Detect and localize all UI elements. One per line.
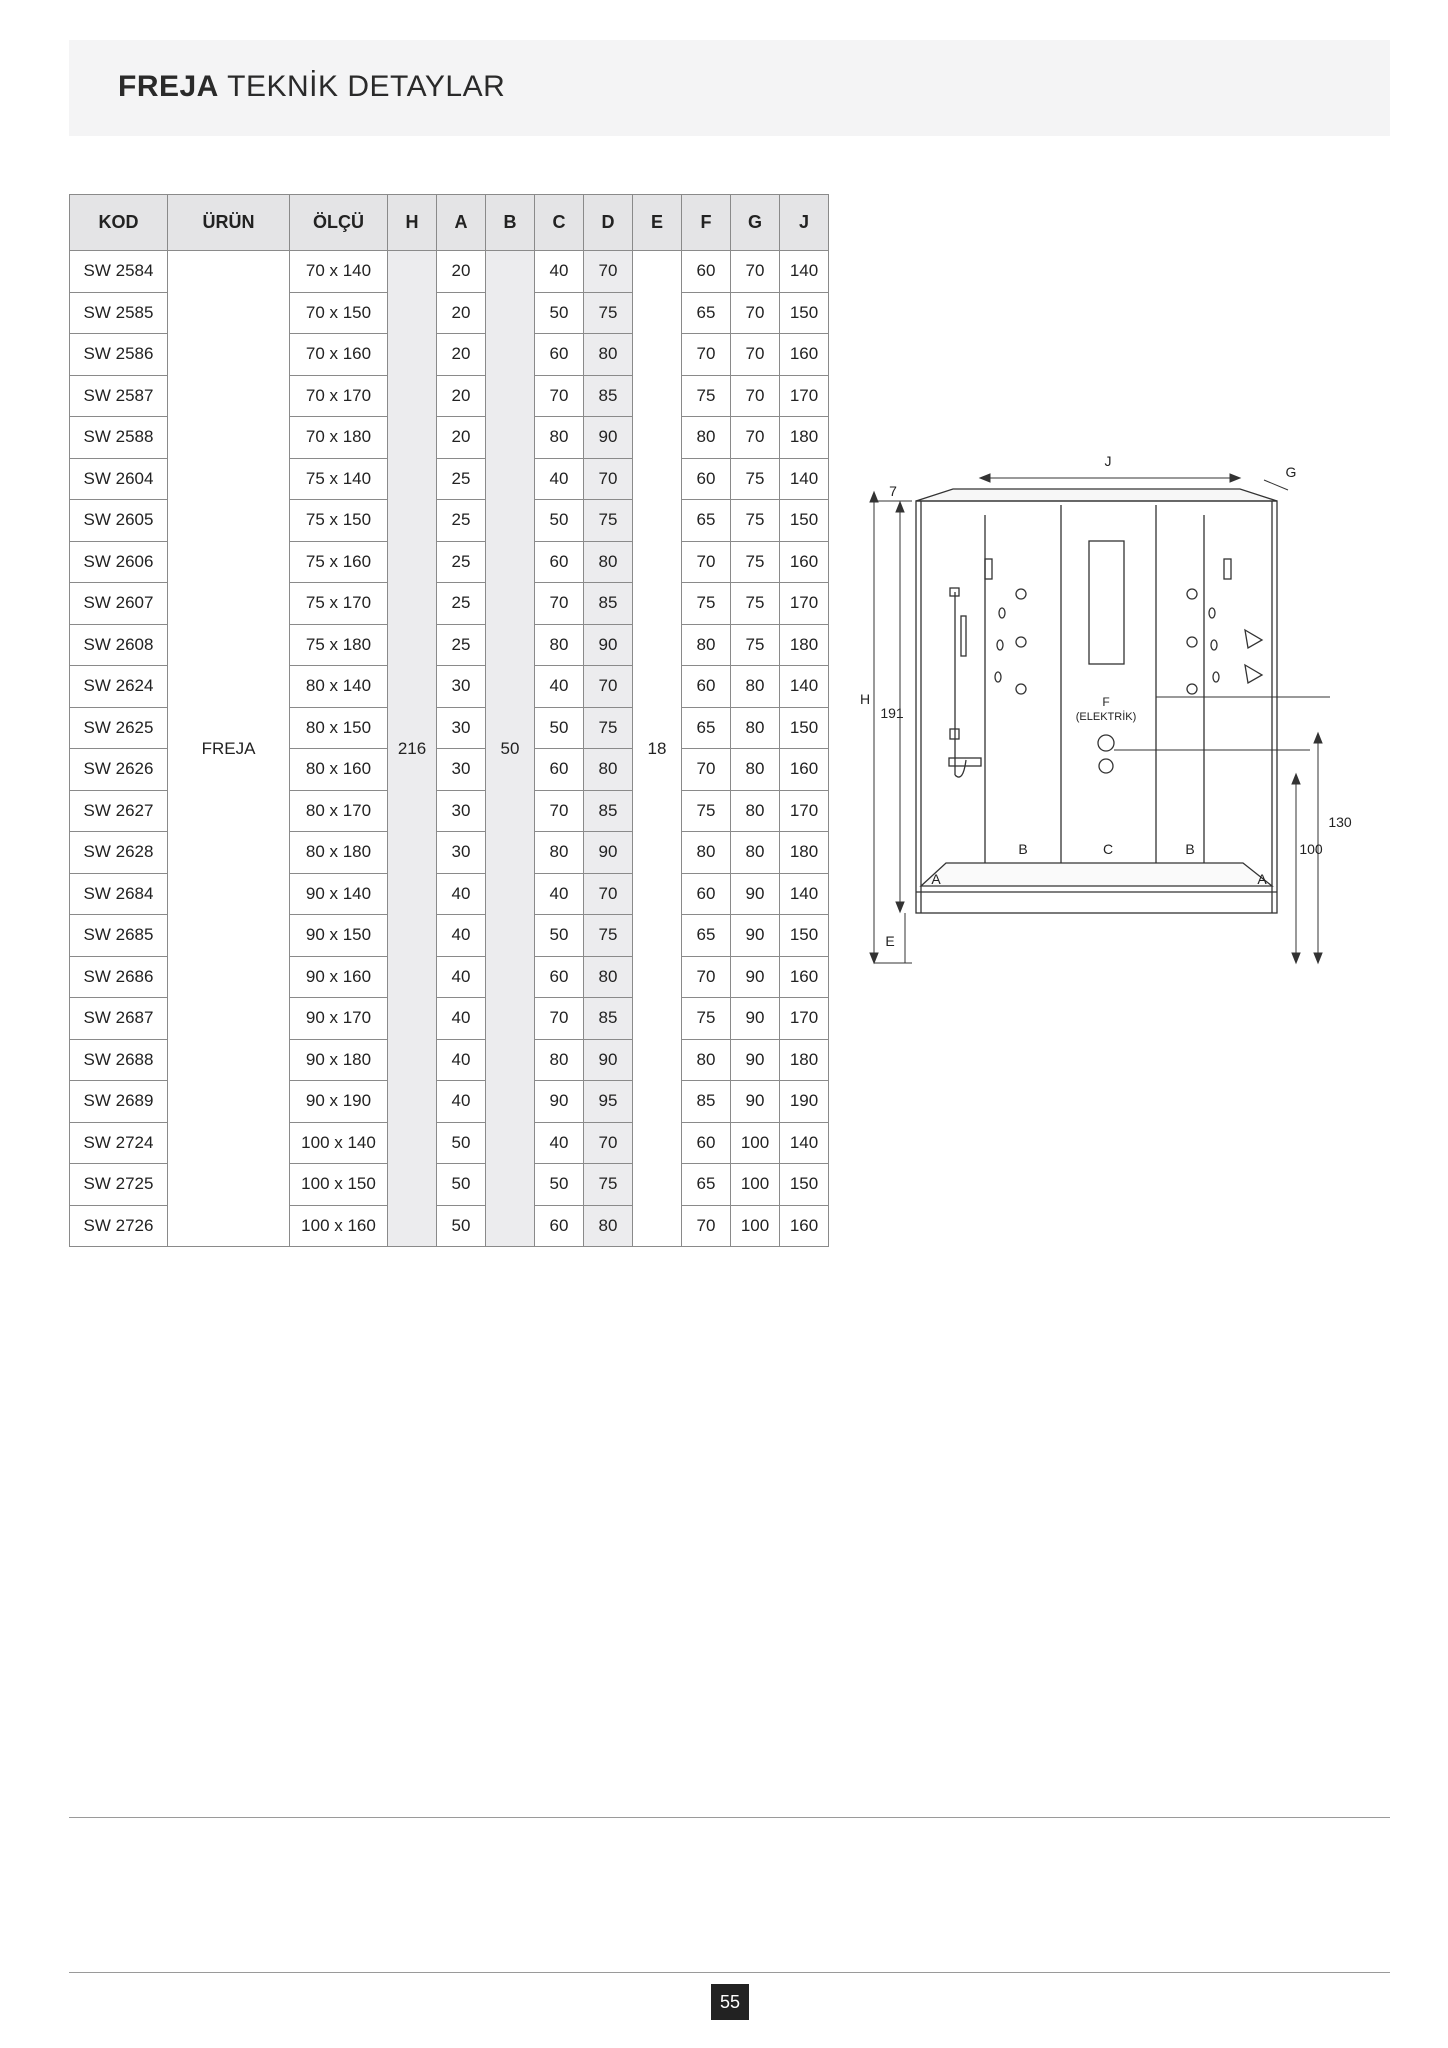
- col-c: C: [535, 195, 584, 251]
- cell-olcu: 70 x 170: [290, 375, 388, 417]
- cell-c: 60: [535, 1205, 584, 1247]
- cell-g: 90: [731, 956, 780, 998]
- label-g: G: [1285, 464, 1297, 480]
- cell-d: 85: [584, 998, 633, 1040]
- cell-g: 70: [731, 375, 780, 417]
- cell-f: 60: [682, 251, 731, 293]
- cell-c: 70: [535, 998, 584, 1040]
- cell-olcu: 90 x 160: [290, 956, 388, 998]
- cell-c: 80: [535, 417, 584, 459]
- cell-g: 80: [731, 749, 780, 791]
- cell-d: 90: [584, 832, 633, 874]
- label-a-right: A: [1257, 871, 1267, 887]
- cell-d: 75: [584, 1164, 633, 1206]
- cell-kod: SW 2607: [70, 583, 168, 625]
- cell-a: 25: [437, 541, 486, 583]
- col-f: F: [682, 195, 731, 251]
- label-b-right: B: [1185, 841, 1195, 857]
- cell-g: 80: [731, 707, 780, 749]
- cell-a: 50: [437, 1164, 486, 1206]
- cell-j: 170: [780, 790, 829, 832]
- cell-f: 60: [682, 458, 731, 500]
- cell-j: 140: [780, 458, 829, 500]
- cell-j: 150: [780, 915, 829, 957]
- cell-kod: SW 2689: [70, 1081, 168, 1123]
- cell-olcu: 70 x 150: [290, 292, 388, 334]
- cell-j: 160: [780, 334, 829, 376]
- col-h: H: [388, 195, 437, 251]
- cell-kod: SW 2625: [70, 707, 168, 749]
- cell-a: 25: [437, 583, 486, 625]
- cell-j: 170: [780, 583, 829, 625]
- cell-olcu: 90 x 190: [290, 1081, 388, 1123]
- cell-a: 30: [437, 749, 486, 791]
- cell-d: 80: [584, 541, 633, 583]
- table-row: [70, 251, 829, 293]
- cell-g: 75: [731, 500, 780, 542]
- cell-c: 40: [535, 251, 584, 293]
- cell-d: 80: [584, 749, 633, 791]
- col-j: J: [780, 195, 829, 251]
- cell-f: 80: [682, 1039, 731, 1081]
- cell-olcu: 80 x 150: [290, 707, 388, 749]
- col-urun: ÜRÜN: [168, 195, 290, 251]
- cell-kod: SW 2628: [70, 832, 168, 874]
- cell-f: 65: [682, 292, 731, 334]
- col-olcu: ÖLÇÜ: [290, 195, 388, 251]
- cell-c: 70: [535, 583, 584, 625]
- shower-cabin-diagram: [860, 440, 1390, 980]
- col-g: G: [731, 195, 780, 251]
- label-7: 7: [889, 483, 897, 499]
- cell-f: 70: [682, 956, 731, 998]
- col-kod: KOD: [70, 195, 168, 251]
- cell-d: 90: [584, 417, 633, 459]
- cell-g: 90: [731, 1039, 780, 1081]
- cell-c: 40: [535, 458, 584, 500]
- cell-kod: SW 2688: [70, 1039, 168, 1081]
- cell-g: 70: [731, 417, 780, 459]
- cell-f: 70: [682, 1205, 731, 1247]
- cell-f: 70: [682, 541, 731, 583]
- cell-a: 30: [437, 707, 486, 749]
- cell-g: 80: [731, 666, 780, 708]
- cell-j: 160: [780, 1205, 829, 1247]
- cell-f: 70: [682, 749, 731, 791]
- cell-c: 50: [535, 915, 584, 957]
- cell-a: 25: [437, 500, 486, 542]
- cell-c: 90: [535, 1081, 584, 1123]
- cell-f: 75: [682, 790, 731, 832]
- cell-j: 180: [780, 832, 829, 874]
- label-191: 191: [880, 705, 904, 721]
- label-elektrik: (ELEKTRİK): [1075, 711, 1137, 723]
- label-f: F: [1102, 695, 1110, 709]
- cell-g: 90: [731, 915, 780, 957]
- cell-g: 80: [731, 790, 780, 832]
- cell-j: 150: [780, 1164, 829, 1206]
- cell-b: 50: [486, 251, 535, 1247]
- cell-d: 75: [584, 500, 633, 542]
- cell-g: 100: [731, 1205, 780, 1247]
- label-j: J: [1104, 453, 1112, 469]
- label-a-left: A: [931, 871, 941, 887]
- cell-kod: SW 2586: [70, 334, 168, 376]
- cell-d: 70: [584, 666, 633, 708]
- cell-kod: SW 2726: [70, 1205, 168, 1247]
- cell-olcu: 75 x 150: [290, 500, 388, 542]
- cell-j: 180: [780, 417, 829, 459]
- cell-j: 190: [780, 1081, 829, 1123]
- cell-c: 70: [535, 790, 584, 832]
- cell-a: 20: [437, 417, 486, 459]
- cell-olcu: 90 x 180: [290, 1039, 388, 1081]
- cell-f: 65: [682, 1164, 731, 1206]
- cell-olcu: 75 x 140: [290, 458, 388, 500]
- cell-j: 140: [780, 1122, 829, 1164]
- cell-kod: SW 2624: [70, 666, 168, 708]
- cell-g: 75: [731, 541, 780, 583]
- spec-table: [69, 194, 829, 1247]
- cell-g: 70: [731, 251, 780, 293]
- footer-divider-lower: [69, 1972, 1390, 1973]
- cell-olcu: 70 x 180: [290, 417, 388, 459]
- cell-kod: SW 2724: [70, 1122, 168, 1164]
- cell-a: 20: [437, 292, 486, 334]
- cell-olcu: 100 x 140: [290, 1122, 388, 1164]
- cell-d: 70: [584, 1122, 633, 1164]
- cell-d: 70: [584, 873, 633, 915]
- cabin-body: [916, 501, 1277, 913]
- cell-kod: SW 2587: [70, 375, 168, 417]
- cell-a: 25: [437, 458, 486, 500]
- cell-olcu: 90 x 170: [290, 998, 388, 1040]
- cell-f: 80: [682, 832, 731, 874]
- label-h: H: [860, 691, 871, 707]
- cell-c: 40: [535, 666, 584, 708]
- cell-kod: SW 2605: [70, 500, 168, 542]
- shower-tray: [921, 863, 1272, 886]
- cell-a: 40: [437, 1039, 486, 1081]
- cell-kod: SW 2725: [70, 1164, 168, 1206]
- cell-a: 30: [437, 666, 486, 708]
- cell-c: 50: [535, 707, 584, 749]
- col-e: E: [633, 195, 682, 251]
- cell-c: 50: [535, 500, 584, 542]
- cell-olcu: 75 x 180: [290, 624, 388, 666]
- cell-urun: FREJA: [168, 251, 290, 1247]
- cell-f: 75: [682, 998, 731, 1040]
- cell-d: 80: [584, 1205, 633, 1247]
- cell-g: 100: [731, 1122, 780, 1164]
- cell-a: 40: [437, 998, 486, 1040]
- cell-kod: SW 2627: [70, 790, 168, 832]
- cell-j: 160: [780, 749, 829, 791]
- cell-g: 70: [731, 334, 780, 376]
- cell-kod: SW 2588: [70, 417, 168, 459]
- cell-j: 150: [780, 500, 829, 542]
- cell-f: 60: [682, 666, 731, 708]
- cell-olcu: 80 x 180: [290, 832, 388, 874]
- cell-h: 216: [388, 251, 437, 1247]
- cell-j: 140: [780, 251, 829, 293]
- label-b-left: B: [1018, 841, 1028, 857]
- cell-a: 40: [437, 956, 486, 998]
- cell-d: 85: [584, 790, 633, 832]
- cell-c: 40: [535, 1122, 584, 1164]
- cell-f: 65: [682, 915, 731, 957]
- cell-g: 75: [731, 624, 780, 666]
- cell-c: 80: [535, 1039, 584, 1081]
- cell-olcu: 90 x 140: [290, 873, 388, 915]
- cell-olcu: 80 x 160: [290, 749, 388, 791]
- cell-g: 90: [731, 998, 780, 1040]
- cell-e: 18: [633, 251, 682, 1247]
- cell-kod: SW 2606: [70, 541, 168, 583]
- cell-j: 160: [780, 956, 829, 998]
- cell-c: 60: [535, 334, 584, 376]
- cell-a: 20: [437, 334, 486, 376]
- cell-d: 80: [584, 956, 633, 998]
- cell-olcu: 75 x 160: [290, 541, 388, 583]
- cell-c: 80: [535, 624, 584, 666]
- page-number: 55: [711, 1984, 749, 2020]
- cell-d: 90: [584, 1039, 633, 1081]
- page-header: [69, 40, 1390, 136]
- dim-g-line: [1264, 480, 1288, 490]
- footer-divider-upper: [69, 1817, 1390, 1818]
- cell-olcu: 90 x 150: [290, 915, 388, 957]
- cell-olcu: 100 x 160: [290, 1205, 388, 1247]
- page-title: [118, 70, 505, 104]
- label-130: 130: [1328, 814, 1352, 830]
- cell-olcu: 80 x 140: [290, 666, 388, 708]
- control-panel: [1089, 541, 1124, 664]
- col-b: B: [486, 195, 535, 251]
- cell-g: 75: [731, 583, 780, 625]
- cell-f: 70: [682, 334, 731, 376]
- cell-d: 70: [584, 458, 633, 500]
- cell-kod: SW 2584: [70, 251, 168, 293]
- cell-kod: SW 2686: [70, 956, 168, 998]
- cell-f: 60: [682, 1122, 731, 1164]
- cell-j: 140: [780, 666, 829, 708]
- cell-g: 90: [731, 873, 780, 915]
- cell-f: 60: [682, 873, 731, 915]
- cell-c: 60: [535, 956, 584, 998]
- cell-olcu: 70 x 160: [290, 334, 388, 376]
- cell-c: 40: [535, 873, 584, 915]
- cell-kod: SW 2687: [70, 998, 168, 1040]
- cell-f: 75: [682, 583, 731, 625]
- cell-d: 75: [584, 915, 633, 957]
- cell-a: 20: [437, 375, 486, 417]
- cell-c: 50: [535, 292, 584, 334]
- cell-a: 20: [437, 251, 486, 293]
- cell-j: 150: [780, 707, 829, 749]
- cell-d: 85: [584, 583, 633, 625]
- table-header-row: [70, 195, 829, 251]
- cell-d: 75: [584, 292, 633, 334]
- title-product: FREJA: [118, 70, 219, 103]
- cell-kod: SW 2608: [70, 624, 168, 666]
- cell-j: 170: [780, 375, 829, 417]
- cell-olcu: 70 x 140: [290, 251, 388, 293]
- cell-d: 85: [584, 375, 633, 417]
- cell-a: 40: [437, 1081, 486, 1123]
- cell-g: 100: [731, 1164, 780, 1206]
- cell-c: 70: [535, 375, 584, 417]
- cell-d: 80: [584, 334, 633, 376]
- cell-f: 85: [682, 1081, 731, 1123]
- cell-c: 50: [535, 1164, 584, 1206]
- cell-j: 150: [780, 292, 829, 334]
- cell-kod: SW 2684: [70, 873, 168, 915]
- cell-f: 80: [682, 417, 731, 459]
- cell-olcu: 80 x 170: [290, 790, 388, 832]
- cell-a: 30: [437, 832, 486, 874]
- label-e: E: [885, 933, 895, 949]
- col-a: A: [437, 195, 486, 251]
- cell-olcu: 75 x 170: [290, 583, 388, 625]
- cell-a: 30: [437, 790, 486, 832]
- cell-a: 50: [437, 1205, 486, 1247]
- cell-f: 65: [682, 500, 731, 542]
- cell-g: 75: [731, 458, 780, 500]
- cell-kod: SW 2626: [70, 749, 168, 791]
- cell-c: 80: [535, 832, 584, 874]
- cell-a: 25: [437, 624, 486, 666]
- cell-j: 160: [780, 541, 829, 583]
- cell-d: 95: [584, 1081, 633, 1123]
- cell-f: 75: [682, 375, 731, 417]
- cell-f: 65: [682, 707, 731, 749]
- cell-f: 80: [682, 624, 731, 666]
- cell-kod: SW 2585: [70, 292, 168, 334]
- cell-j: 180: [780, 624, 829, 666]
- cell-kod: SW 2604: [70, 458, 168, 500]
- cell-g: 90: [731, 1081, 780, 1123]
- title-rest: TEKNİK DETAYLAR: [218, 70, 506, 103]
- cell-g: 70: [731, 292, 780, 334]
- cell-c: 60: [535, 749, 584, 791]
- cell-j: 180: [780, 1039, 829, 1081]
- table-body: [70, 251, 829, 1247]
- col-d: D: [584, 195, 633, 251]
- cell-a: 40: [437, 873, 486, 915]
- cell-d: 75: [584, 707, 633, 749]
- cell-olcu: 100 x 150: [290, 1164, 388, 1206]
- cell-g: 80: [731, 832, 780, 874]
- label-c: C: [1102, 841, 1114, 857]
- cabin-roof: [916, 489, 1277, 501]
- cell-kod: SW 2685: [70, 915, 168, 957]
- cell-a: 50: [437, 1122, 486, 1164]
- cell-j: 170: [780, 998, 829, 1040]
- cell-d: 70: [584, 251, 633, 293]
- cell-c: 60: [535, 541, 584, 583]
- label-100: 100: [1299, 841, 1323, 857]
- cell-j: 140: [780, 873, 829, 915]
- cell-d: 90: [584, 624, 633, 666]
- cell-a: 40: [437, 915, 486, 957]
